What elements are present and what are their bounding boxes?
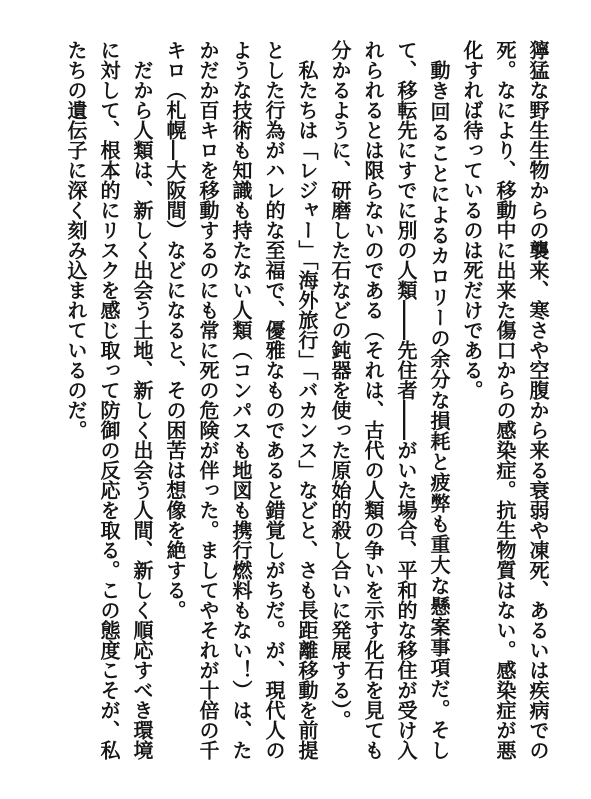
paragraph-4: だから人類は、新しく出会う土地、新しく出会う人間、新しく順応すべき環境に対して、根本的にリスクを感じ取って防御の反応を取る。この態度こそが、私たちの遺伝子に深く刻み込まれているのだ。 — [64, 40, 154, 760]
vertical-text-block — [59, 40, 554, 760]
paragraph-1: 獰猛な野生生物からの襲来、寒さや空腹から来る衰弱や凍死、あるいは疾病での死。なにより、移動中に出来た傷口からの感染症。抗生物質はない。感染症が悪化すれば待っているのは死だけである。 — [460, 40, 550, 760]
paragraph-2: 動き回ることによるカロリーの余分な損耗と疲弊も重大な懸案事項だ。そして、移転先にすでに別の人類――先住者――がいた場合、平和的な移住が受け入れられるとは限らないのである（それは、古代の人類の争いを示す化石を見ても分かるように、研磨した石などの鈍器を使った原始的殺し合いに発展する）。 — [328, 40, 451, 761]
paragraph-3: 私たちは「レジャー」「海外旅行」「バカンス」などと、さも長距離移動を前提とした行為がハレ的な至福で、優雅なものであると錯覚しがちだ。が、現代人のような技術も知識も持たない人類（コンパスも地図も携行燃料もない！）は、たかだか百キロを移動するのにも常に死の危険が伴った。ましてやそれが十倍の千キロ（札幌―大阪間）などになると、その困苦は想像を絶する。 — [163, 40, 319, 760]
